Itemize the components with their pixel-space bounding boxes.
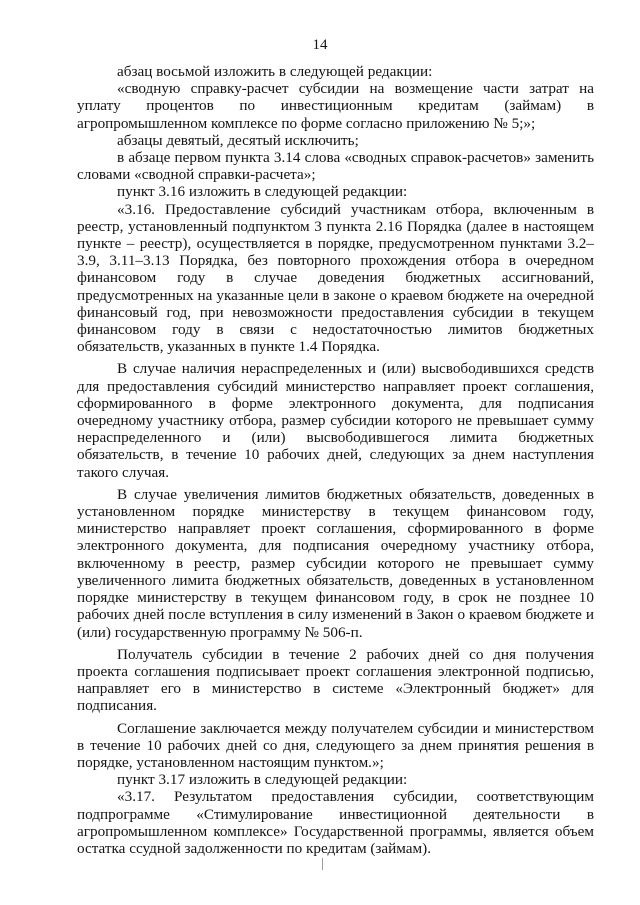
document-body bbox=[77, 63, 594, 857]
scan-mark bbox=[322, 858, 323, 870]
paragraph-unallocated-funds: В случае наличия нераспределенных и (или) высвободившихся средств для предоставления субсидий министерство направляет проект соглашения, сформированного в форме электронного документа, для подписания очередному участнику отбора, размер субсидии которого не превышает сумму нераспределенного и (или) высвободившегося лимита бюджетных обязательств, в течение 10 рабочих дней, следующих за днем наступления такого случая. bbox=[77, 360, 594, 481]
paragraph-increased-limits: В случае увеличения лимитов бюджетных обязательств, доведенных в установленном порядке министерству в текущем финансовом году, министерство направляет проект соглашения, сформированного в форме электронного документа, для подписания очередному участнику отбора, включенному в реестр, размер субсидии которого не превышает сумму увеличенного лимита бюджетных обязательств, доведенных в установленном порядке министерству в текущем финансовом году, в срок не позднее 10 рабочих дней после вступления в силу изменений в Закон о краевом бюджете и (или) государственную программу № 506-п. bbox=[77, 485, 594, 641]
paragraph-exclude-nine-ten: абзацы девятый, десятый исключить; bbox=[117, 131, 359, 149]
paragraph-amend-paragraph-eight: абзац восьмой изложить в следующей редакции: bbox=[117, 63, 433, 80]
paragraph-amend-clause-3-16: пункт 3.16 изложить в следующей редакции: bbox=[117, 183, 408, 201]
paragraph-summary-certificate: «сводную справку-расчет субсидии на возмещение части затрат на уплату процентов по инвестиционным кредитам (займам) в агропромышленном комплексе по форме согласно приложению № 5;»; bbox=[77, 80, 594, 132]
paragraph-recipient-signs: Получатель субсидии в течение 2 рабочих дней со дня получения проекта соглашения подписывает проект соглашения электронной подписью, направляет его в министерство в системе «Электронный бюджет» для подписания. bbox=[77, 645, 594, 715]
paragraph-clause-3-14: в абзаце первом пункта 3.14 слова «сводных справок-расчетов» заменить словами «сводной справки-расчета»; bbox=[77, 149, 594, 184]
page-number: 14 bbox=[312, 37, 328, 53]
paragraph-agreement-concluded: Соглашение заключается между получателем субсидии и министерством в течение 10 рабочих дней со дня, следующего за днем принятия решения в порядке, установленном настоящим пунктом.»; bbox=[77, 719, 594, 771]
paragraph-clause-3-16-text: «3.16. Предоставление субсидий участникам отбора, включенным в реестр, установленный подпунктом 3 пункта 2.16 Порядка (далее в настоящем пункте – реестр), осуществляется в порядке, предусмотренном пунктами 3.2–3.9, 3.11–3.13 Порядка, без повторного прохождения отбора в очередном финансовом году в случае доведения бюджетных ассигнований, предусмотренных на указанные цели в законе о краевом бюджете на очередной финансовый год, при невозможности предоставления субсидии в текущем финансовом году в связи с недостаточностью лимитов бюджетных обязательств, указанных в пункте 1.4 Порядка. bbox=[77, 200, 594, 356]
paragraph-amend-clause-3-17: пункт 3.17 изложить в следующей редакции: bbox=[117, 771, 408, 789]
paragraph-clause-3-17-text: «3.17. Результатом предоставления субсидии, соответствующим подпрограмме «Стимулирование инвестиционной деятельности в агропромышленном комплексе» Государственной программы, является объем остатка ссудной задолженности по кредитам (займам). bbox=[77, 788, 594, 857]
